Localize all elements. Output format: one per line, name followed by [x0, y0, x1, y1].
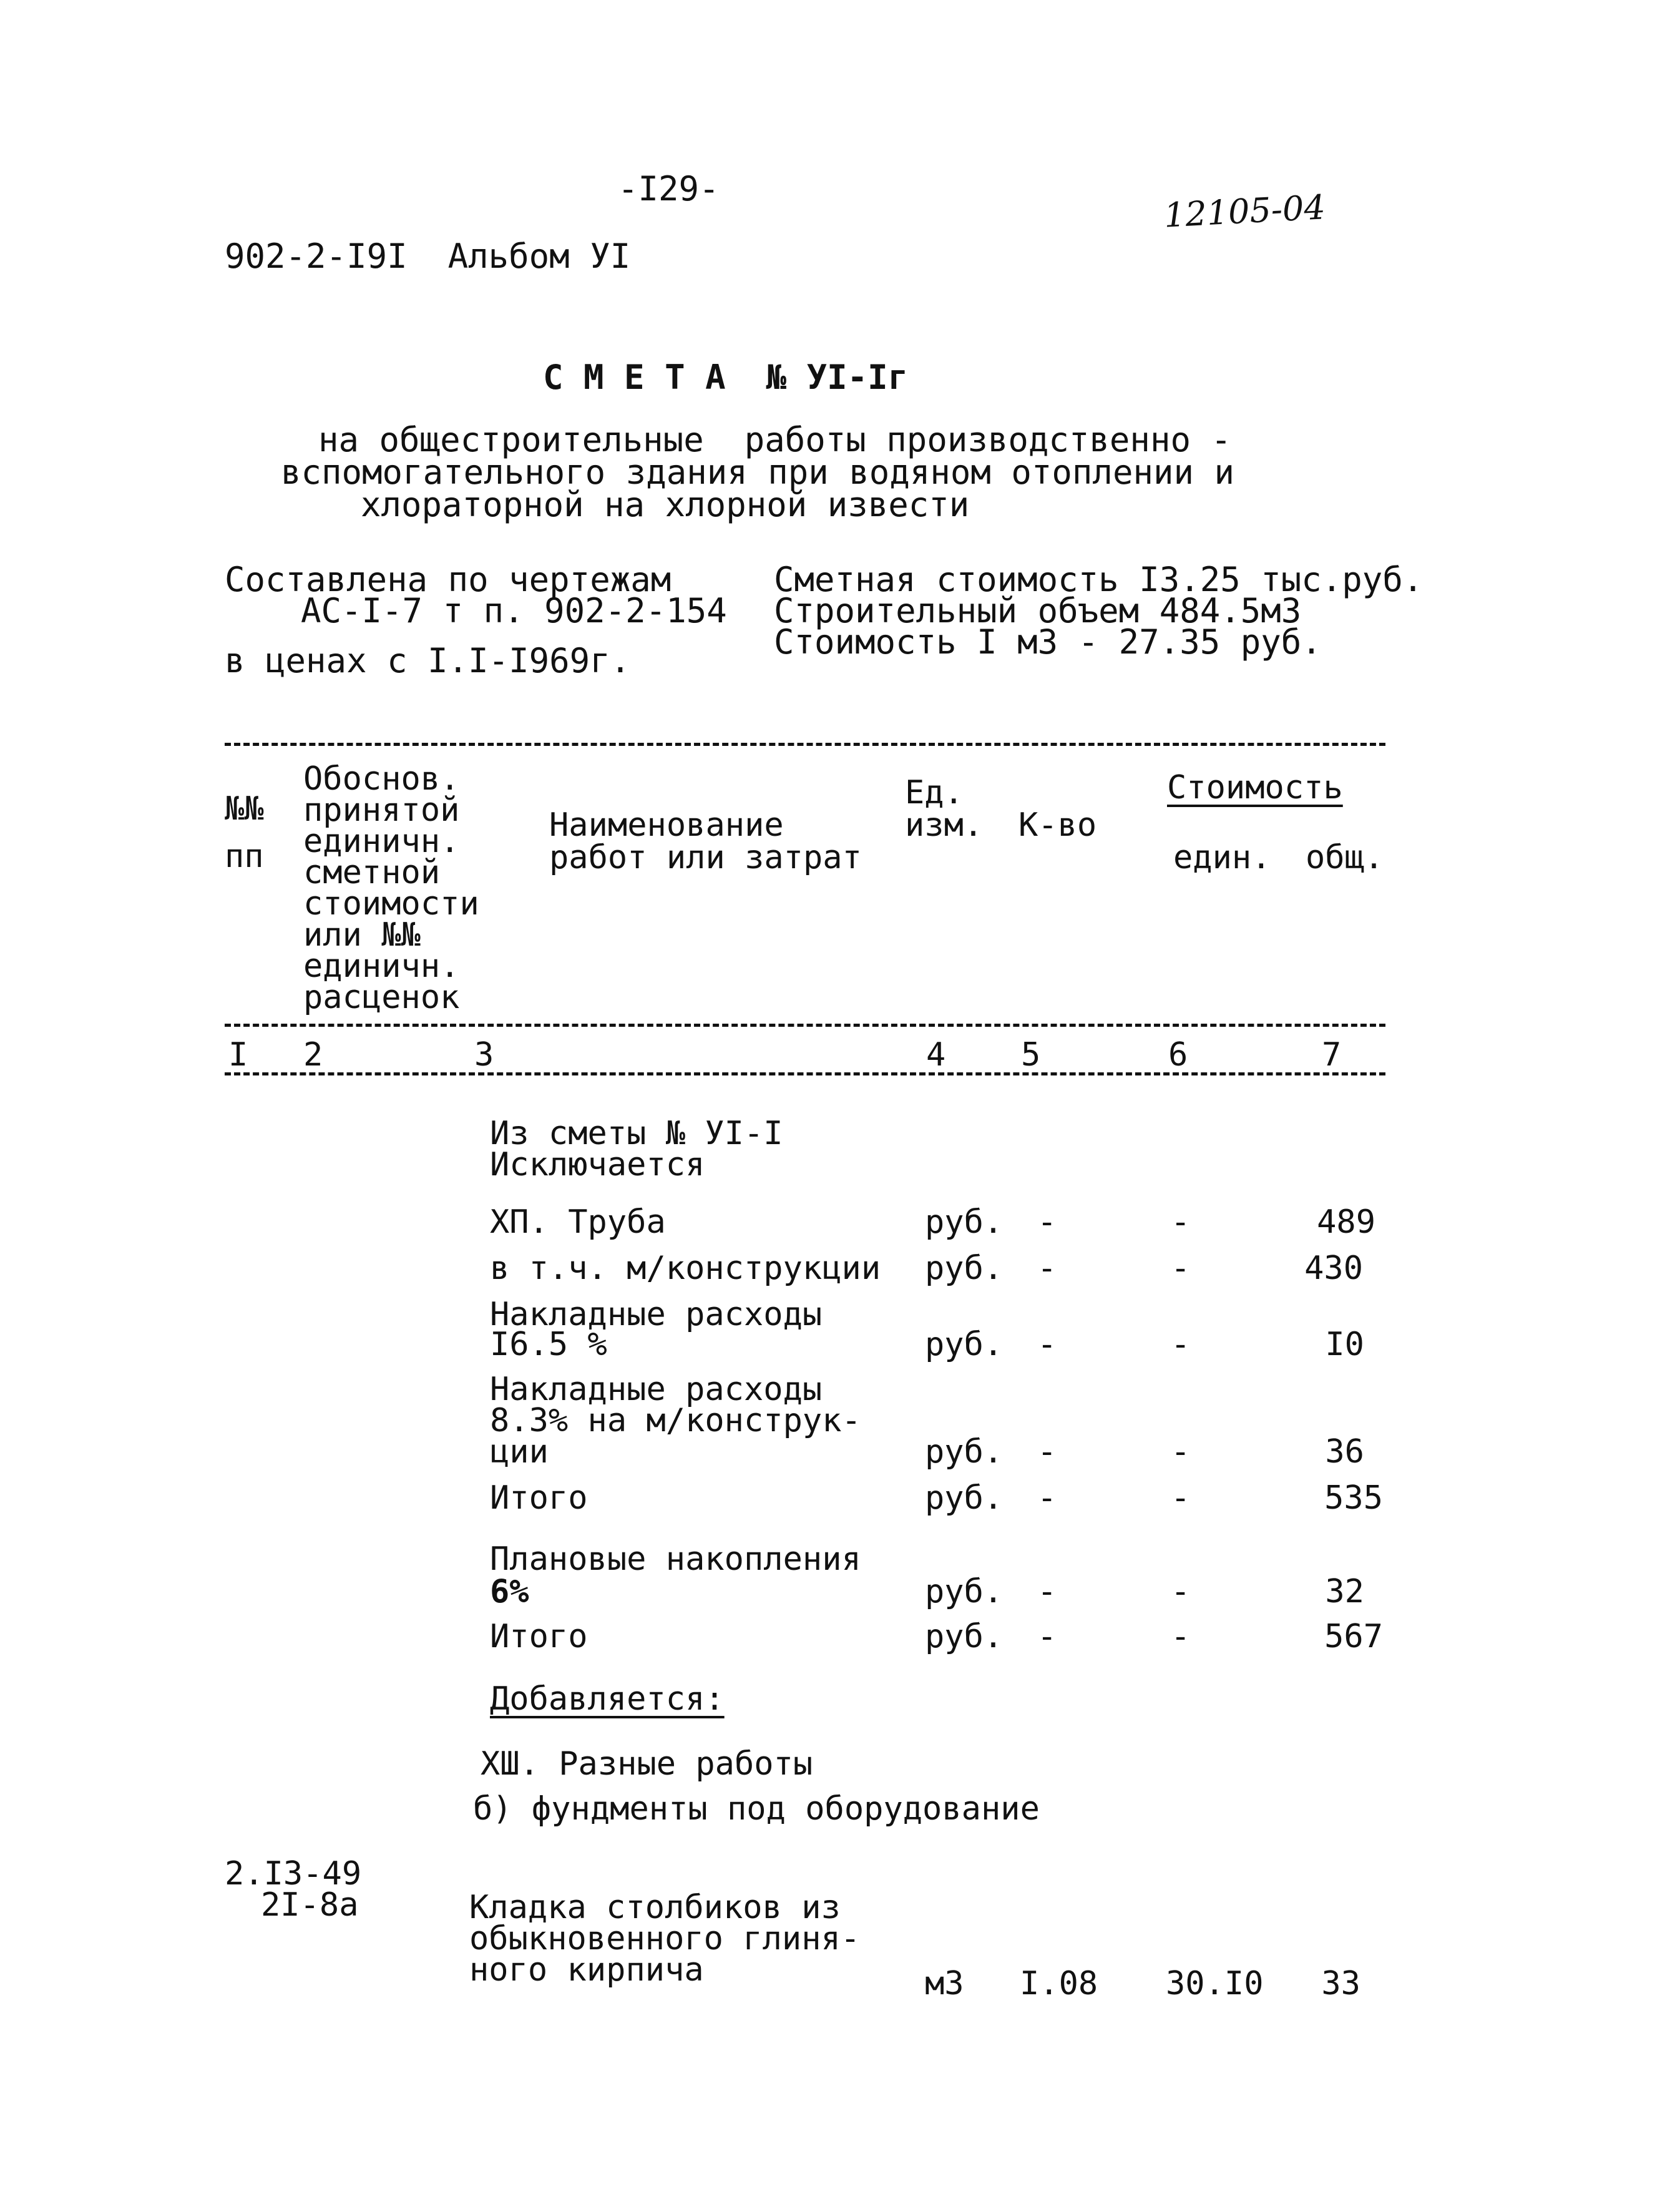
header-num-2: пп [225, 838, 264, 875]
section-from-1: Из сметы № УI-I [490, 1115, 783, 1152]
colnum-1: I [228, 1036, 248, 1074]
colnum-2: 2 [303, 1036, 323, 1074]
last-row-qty: I.08 [1020, 1965, 1098, 2002]
section-from-2: Исключается [490, 1146, 705, 1183]
header-name-1: Наименование [549, 806, 784, 844]
header-qty: К-во [1018, 806, 1097, 844]
header-name-2: работ или затрат [549, 839, 862, 876]
colnum-4: 4 [926, 1036, 946, 1074]
subtitle-line-3: хлораторной на хлорной извести [361, 485, 970, 524]
subsection-b-title: б) фундменты под оборудование [473, 1790, 1040, 1828]
table-row-5-total: 535 [1324, 1479, 1383, 1517]
table-row-3-qty: - [1037, 1326, 1057, 1363]
subtitle-line-2: вспомогательного здания при водяном отоплении и [281, 453, 1235, 492]
document-title: С М Е Т А № УI-Iг [543, 358, 909, 397]
last-row-basis-1: 2.I3-49 [225, 1855, 362, 1893]
header-basis-5: стоимости [303, 885, 479, 923]
table-row-2-total: 430 [1304, 1250, 1363, 1287]
added-label: Добавляется: [490, 1680, 725, 1718]
table-row-5-qty: - [1037, 1479, 1057, 1517]
table-row-7-total: 567 [1324, 1618, 1383, 1655]
colnum-3: 3 [474, 1036, 494, 1074]
table-row-4-price: - [1171, 1433, 1191, 1471]
table-row-1-price: - [1171, 1203, 1191, 1241]
last-row-price: 30.I0 [1166, 1965, 1264, 2002]
album-label: 902-2-I9I Альбом УI [225, 237, 631, 276]
table-row-3-total: I0 [1325, 1326, 1364, 1363]
table-row-6-qty: - [1037, 1573, 1057, 1610]
table-row-7-price: - [1171, 1618, 1191, 1655]
compiled-by-line-1: Составлена по чертежам [225, 560, 672, 599]
table-row-4-name-2: 8.3% на м/конструк- [490, 1402, 861, 1439]
archive-code: 12105-04 [1163, 187, 1327, 235]
header-unit-1: Ед. [905, 774, 964, 811]
table-top-rule [225, 743, 1385, 746]
header-basis-7: единичн. [303, 948, 460, 985]
table-row-4-unit: руб. [925, 1433, 1004, 1471]
table-row-2-price: - [1171, 1250, 1191, 1287]
subtitle-line-1: на общестроительные работы производственно - [318, 420, 1231, 459]
table-row-6-name-1: Плановые накопления [490, 1540, 861, 1578]
colnum-5: 5 [1021, 1036, 1041, 1074]
table-row-3-price: - [1171, 1326, 1191, 1363]
page-number: -I29- [618, 169, 720, 208]
header-num-1: №№ [225, 790, 264, 828]
table-row-7-unit: руб. [925, 1618, 1004, 1655]
table-row-3-name-2: I6.5 % [490, 1326, 607, 1363]
table-row-2-unit: руб. [925, 1250, 1004, 1287]
last-row-name-2: обыкновенного глиня- [469, 1920, 861, 1957]
last-row-basis-2: 2I-8а [261, 1886, 359, 1924]
table-row-6-total: 32 [1325, 1573, 1364, 1610]
table-row-2-name: в т.ч. м/конструкции [490, 1250, 881, 1287]
table-row-7-qty: - [1037, 1618, 1057, 1655]
table-row-6-unit: руб. [925, 1573, 1004, 1610]
table-row-4-qty: - [1037, 1433, 1057, 1471]
header-basis-4: сметной [303, 854, 441, 891]
header-bottom-rule [225, 1024, 1385, 1027]
last-row-name-3: ного кирпича [469, 1951, 704, 1989]
table-row-3-name-1: Накладные расходы [490, 1296, 823, 1333]
colnum-rule [225, 1072, 1385, 1075]
header-basis-1: Обоснов. [303, 760, 460, 798]
header-basis-2: принятой [303, 791, 460, 829]
table-row-5-unit: руб. [925, 1479, 1004, 1517]
table-row-4-total: 36 [1325, 1433, 1364, 1471]
table-row-1-total: 489 [1317, 1203, 1375, 1241]
header-basis-6: или №№ [303, 916, 421, 954]
last-row-name-1: Кладка столбиков из [469, 1889, 841, 1926]
table-row-5-name: Итого [490, 1479, 588, 1517]
table-row-4-name-3: ции [490, 1433, 549, 1471]
table-row-6-name-2: 6% [490, 1573, 529, 1610]
last-row-total: 33 [1321, 1965, 1360, 2002]
table-row-1-qty: - [1037, 1203, 1057, 1241]
header-cost: Стоимость [1167, 769, 1343, 806]
price-basis: в ценах с I.I-I969г. [225, 641, 631, 680]
section-13-title: ХШ. Разные работы [481, 1745, 813, 1783]
header-cost-total: общ. [1306, 839, 1384, 876]
table-row-2-qty: - [1037, 1250, 1057, 1287]
compiled-by-line-2: АС-I-7 т п. 902-2-154 [301, 591, 727, 630]
table-row-4-name-1: Накладные расходы [490, 1371, 823, 1408]
header-unit-2: изм. [905, 806, 984, 844]
table-row-1-name: ХП. Труба [490, 1203, 666, 1241]
header-basis-8: расценок [303, 979, 460, 1016]
table-row-1-unit: руб. [925, 1203, 1004, 1241]
cost-per-m3: Стоимость I м3 - 27.35 руб. [774, 622, 1322, 662]
table-row-3-unit: руб. [925, 1326, 1004, 1363]
table-row-7-name: Итого [490, 1618, 588, 1655]
building-volume: Строительный объем 484.5м3 [774, 591, 1302, 630]
last-row-unit: м3 [925, 1965, 964, 2002]
header-basis-3: единичн. [303, 823, 460, 860]
table-row-5-price: - [1171, 1479, 1191, 1517]
colnum-6: 6 [1168, 1036, 1188, 1074]
colnum-7: 7 [1322, 1036, 1342, 1074]
estimated-cost: Сметная стоимость I3.25 тыс.руб. [774, 560, 1424, 599]
table-row-6-price: - [1171, 1573, 1191, 1610]
header-cost-unit: един. [1173, 839, 1271, 876]
